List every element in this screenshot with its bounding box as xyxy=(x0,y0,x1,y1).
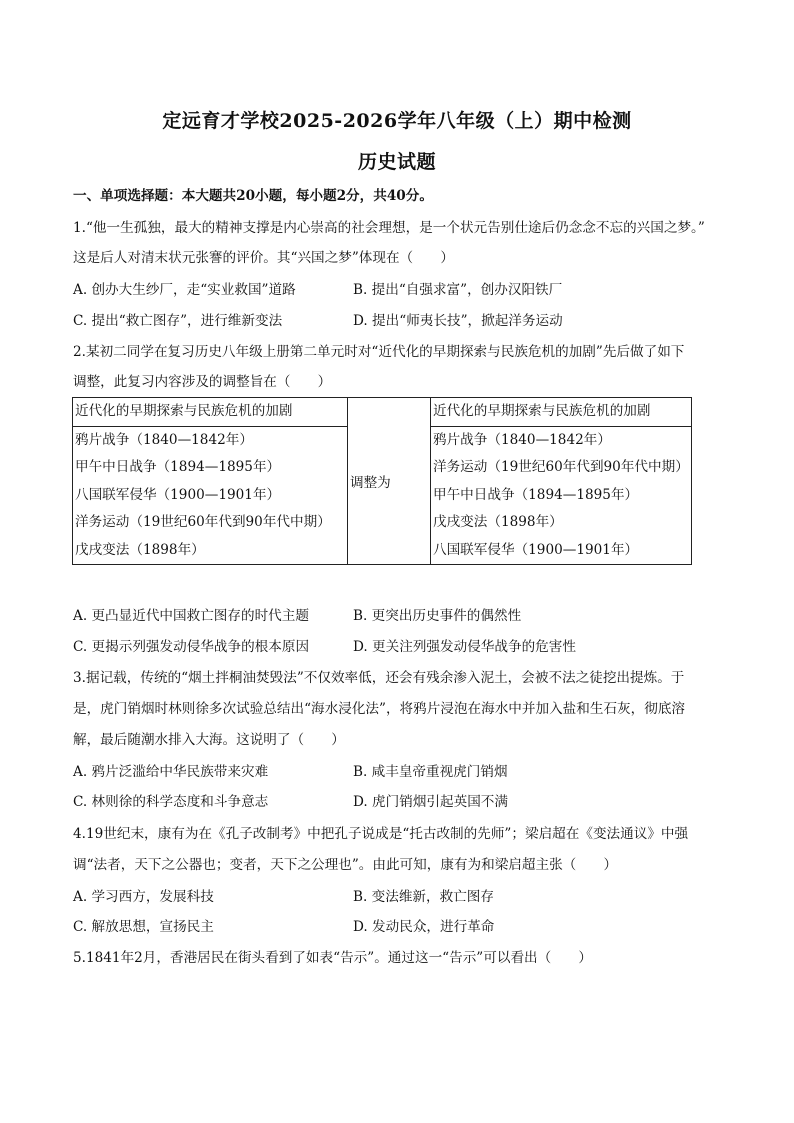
exam-title: 定远育才学校2025-2026学年八年级（上）期中检测 xyxy=(162,110,632,132)
question-1-line-1: 1.“他一生孤独，最大的精神支撑是内心崇高的社会理想，是一个状元告别仕途后仍念念不忘的兴国之梦。” xyxy=(73,220,705,236)
exam-subject: 历史试题 xyxy=(357,151,436,173)
question-2-line-2: 调整，此复习内容涉及的调整旨在（ ） xyxy=(73,374,332,390)
table-left-header: 近代化的早期探索与民族危机的加剧 xyxy=(73,398,348,427)
left-list-item: 洋务运动（19世纪60年代到90年代中期） xyxy=(75,514,331,531)
question-1-option-b: B. 提出“自强求富”，创办汉阳铁厂 xyxy=(353,282,563,298)
question-4-line-1: 4.19世纪末，康有为在《孔子改制考》中把孔子说成是“托古改制的先师”；梁启超在《变法通议》中强 xyxy=(73,826,689,842)
question-3-option-b: B. 咸丰皇帝重视虎门销烟 xyxy=(353,764,508,780)
question-3-line-2: 是，虎门销烟时林则徐多次试验总结出“海水浸化法”，将鸦片浸泡在海水中并加入盐和生石灰，彻底溶 xyxy=(73,701,686,717)
question-4-option-c: C. 解放思想，宣扬民主 xyxy=(73,919,214,935)
question-5-line-1: 5.1841年2月，香港居民在街头看到了如表“告示”。通过这一“告示”可以看出（ ） xyxy=(73,950,593,966)
left-list-item: 鸦片战争（1840—1842年） xyxy=(75,432,253,448)
table-right-list xyxy=(431,427,692,565)
unit-adjustment-table xyxy=(72,397,692,565)
question-1-line-2: 这是后人对清末状元张謇的评价。其“兴国之梦”体现在（ ） xyxy=(73,250,454,266)
table-middle-label: 调整为 xyxy=(348,398,431,565)
question-1-option-a: A. 创办大生纱厂，走“实业救国”道路 xyxy=(73,282,296,298)
question-4-option-d: D. 发动民众，进行革命 xyxy=(353,919,495,935)
question-4-line-2: 调“法者，天下之公器也；变者，天下之公理也”。由此可知，康有为和梁启超主张（ ） xyxy=(73,857,618,873)
question-3-line-3: 解，最后随潮水排入大海。这说明了（ ） xyxy=(73,732,345,748)
right-list-item: 戊戌变法（1898年） xyxy=(433,514,563,531)
question-1-option-d: D. 提出“师夷长技”，掀起洋务运动 xyxy=(353,313,563,329)
left-list-item: 戊戌变法（1898年） xyxy=(75,541,205,558)
question-2-option-a: A. 更凸显近代中国救亡图存的时代主题 xyxy=(73,608,309,624)
question-4-option-a: A. 学习西方，发展科技 xyxy=(73,889,214,905)
question-1-option-c: C. 提出“救亡图存”，进行维新变法 xyxy=(73,313,283,329)
left-list-item: 八国联军侵华（1900—1901年） xyxy=(75,486,281,503)
question-3-line-1: 3.据记载，传统的“烟土拌桐油焚毁法”不仅效率低，还会有残余渗入泥土，会被不法之徒挖出提炼。于 xyxy=(73,670,685,686)
right-list-item: 甲午中日战争（1894—1895年） xyxy=(433,486,639,503)
question-2-option-c: C. 更揭示列强发动侵华战争的根本原因 xyxy=(73,639,310,655)
question-3-option-c: C. 林则徐的科学态度和斗争意志 xyxy=(73,794,269,810)
table-left-list xyxy=(73,427,348,565)
question-2-option-d: D. 更关注列强发动侵华战争的危害性 xyxy=(353,639,576,655)
section-heading: 一、单项选择题：本大题共20小题，每小题2分，共40分。 xyxy=(73,188,433,204)
left-list-item: 甲午中日战争（1894—1895年） xyxy=(75,459,281,476)
question-2-option-b: B. 更突出历史事件的偶然性 xyxy=(353,608,522,624)
right-list-item: 鸦片战争（1840—1842年） xyxy=(433,432,611,448)
question-3-option-d: D. 虎门销烟引起英国不满 xyxy=(353,794,508,810)
right-list-item: 洋务运动（19世纪60年代到90年代中期） xyxy=(433,459,689,476)
question-3-option-a: A. 鸦片泛滥给中华民族带来灾难 xyxy=(73,764,269,780)
question-4-option-b: B. 变法维新，救亡图存 xyxy=(353,889,494,905)
right-list-item: 八国联军侵华（1900—1901年） xyxy=(433,541,639,558)
question-2-line-1: 2.某初二同学在复习历史八年级上册第二单元时对“近代化的早期探索与民族危机的加剧”先后做了如下 xyxy=(73,344,685,360)
table-right-header: 近代化的早期探索与民族危机的加剧 xyxy=(431,398,692,427)
